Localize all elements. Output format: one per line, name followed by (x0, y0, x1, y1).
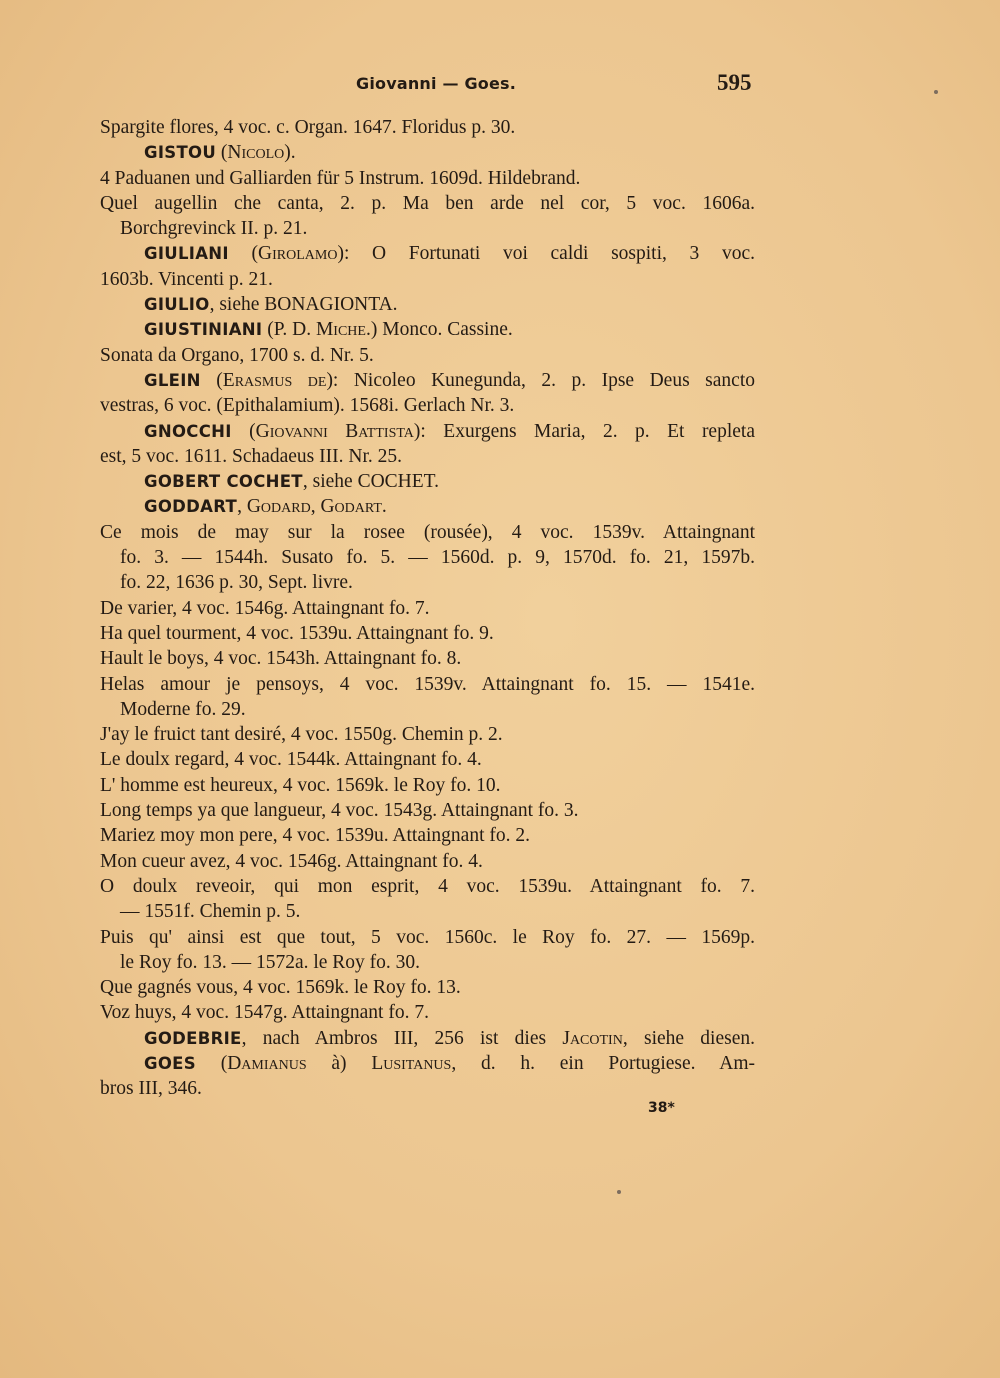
line-content (144, 421, 755, 442)
entry-text: J'ay le fruict tant desiré, 4 voc. 1550g. Chemin p. 2. (100, 724, 503, 746)
text-line (100, 1000, 755, 1025)
signature-mark: 38* (648, 1100, 675, 1116)
entry-text: Helas amour je pensoys, 4 voc. 1539v. Attaingnant fo. 15. — 1541e. (100, 673, 755, 695)
entry-headword: GLEIN (144, 370, 201, 390)
line-content (100, 851, 483, 872)
entry-text: ): O Fortunati voi caldi sospiti, 3 voc. (337, 243, 756, 265)
line-content (144, 243, 755, 264)
text-line (100, 1051, 755, 1076)
line-content (144, 370, 755, 391)
line-content (100, 800, 579, 821)
text-line (100, 1026, 755, 1051)
paper-speck (934, 90, 938, 94)
text-line (100, 697, 755, 722)
entry-text: Sonata da Organo, 1700 s. d. Nr. 5. (100, 344, 374, 366)
entry-text: fo. 3. — 1544h. Susato fo. 5. — 1560d. p. 9, 1570d. fo. 21, 1597b. (120, 547, 755, 569)
entry-text: , d. h. ein Portugiese. Am- (451, 1052, 755, 1074)
small-caps-text: Godard (246, 496, 311, 518)
entry-text: .) Monco. Cassine. (365, 319, 513, 341)
entry-text: , siehe BONAGIONTA. (209, 294, 398, 316)
entry-text: est, 5 voc. 1611. Schadaeus III. Nr. 25. (100, 445, 403, 467)
small-caps-text: Giovanni Battista (255, 420, 414, 442)
entry-text: ( (200, 369, 223, 391)
text-line (100, 191, 755, 216)
entry-text: Voz huys, 4 voc. 1547g. Attaingnant fo. 7. (100, 1002, 429, 1024)
small-caps-text: Damianus (227, 1052, 307, 1074)
line-content (100, 927, 755, 948)
entry-text: Borchgrevinck II. p. 21. (120, 218, 308, 240)
small-caps-text: Erasmus de (222, 369, 327, 391)
line-content (144, 142, 296, 163)
entry-text: Moderne fo. 29. (120, 698, 246, 720)
line-content (100, 1078, 202, 1099)
text-line (100, 545, 755, 570)
small-caps-text: Godart (320, 496, 382, 518)
text-line (100, 798, 755, 823)
small-caps-text: Miche (315, 319, 366, 341)
entry-text: ( (195, 1052, 228, 1074)
entry-text: à) (306, 1052, 372, 1074)
entry-text: ( (216, 142, 228, 164)
entry-text: Hault le boys, 4 voc. 1543h. Attaingnant fo. 8. (100, 648, 462, 670)
entry-text: ). (284, 142, 296, 164)
line-content (100, 1002, 429, 1023)
entry-text: vestras, 6 voc. (Epithalamium). 1568i. Gerlach Nr. 3. (100, 395, 515, 417)
entry-text: ): Nicoleo Kunegunda, 2. p. Ipse Deus sancto (326, 369, 755, 391)
text-line (100, 646, 755, 671)
line-content (120, 699, 246, 720)
line-content (100, 977, 461, 998)
entry-text: De varier, 4 voc. 1546g. Attaingnant fo. 7. (100, 597, 430, 619)
entry-text: 1603b. Vincenti p. 21. (100, 268, 273, 290)
text-line (100, 773, 755, 798)
entry-text: (P. D. (262, 319, 316, 341)
line-content (144, 1028, 755, 1049)
entry-headword: GOBERT COCHET (144, 472, 303, 492)
line-content (100, 345, 374, 366)
text-line (100, 140, 755, 165)
text-line (100, 292, 755, 317)
text-line (100, 166, 755, 191)
line-content (144, 319, 513, 340)
entry-headword: GIUSTINIANI (144, 320, 263, 340)
entry-text: , (310, 496, 321, 518)
line-content (100, 623, 494, 644)
small-caps-text: Lusitanus (371, 1052, 452, 1074)
text-line (100, 216, 755, 241)
entry-text: , nach Ambros III, 256 ist dies (241, 1027, 563, 1049)
paper-speck (617, 1190, 621, 1194)
small-caps-text: Girolamo (258, 243, 338, 265)
text-line (100, 469, 755, 494)
line-content (100, 674, 755, 695)
text-line (100, 874, 755, 899)
line-content (120, 952, 420, 973)
text-line (100, 672, 755, 697)
line-content (100, 876, 755, 897)
entry-headword: GODDART (144, 497, 238, 517)
entry-text: , (237, 496, 247, 518)
line-content (144, 294, 398, 315)
line-content (120, 547, 755, 568)
entry-text: ): Exurgens Maria, 2. p. Et repleta (413, 420, 755, 442)
line-content (100, 395, 514, 416)
entry-text: le Roy fo. 13. — 1572a. le Roy fo. 30. (120, 951, 421, 973)
entry-text: Long temps ya que langueur, 4 voc. 1543g. Attaingnant fo. 3. (100, 800, 579, 822)
line-content (100, 446, 402, 467)
line-content (144, 471, 439, 492)
entry-text: , siehe COCHET. (302, 471, 439, 493)
text-line (100, 1076, 755, 1101)
line-content (100, 598, 430, 619)
entry-headword: GOES (144, 1053, 196, 1073)
entry-text: — 1551f. Chemin p. 5. (120, 901, 301, 923)
text-line (100, 368, 755, 393)
line-content (100, 648, 461, 669)
entry-text: , siehe diesen. (622, 1027, 755, 1049)
entry-text: fo. 22, 1636 p. 30, Sept. livre. (120, 572, 353, 594)
text-line (100, 570, 755, 595)
text-line (100, 899, 755, 924)
entry-text: Mon cueur avez, 4 voc. 1546g. Attaingnant fo. 4. (100, 850, 483, 872)
line-content (100, 117, 515, 138)
text-line (100, 520, 755, 545)
entry-text: Spargite flores, 4 voc. c. Organ. 1647. Floridus p. 30. (100, 117, 516, 138)
entry-text: Quel augellin che canta, 2. p. Ma ben arde nel cor, 5 voc. 1606a. (100, 192, 755, 214)
text-line (100, 494, 755, 519)
entry-text: Mariez moy mon pere, 4 voc. 1539u. Attaingnant fo. 2. (100, 825, 530, 847)
entry-headword: GODEBRIE (144, 1028, 242, 1048)
running-head (0, 70, 1000, 100)
text-line (100, 393, 755, 418)
line-content (100, 749, 482, 770)
entry-text: 4 Paduanen und Galliarden für 5 Instrum. 1609d. Hildebrand. (100, 167, 581, 189)
text-line (100, 849, 755, 874)
entry-text: Ce mois de may sur la rosee (rousée), 4 voc. 1539v. Attaingnant (100, 521, 755, 543)
text-line (100, 823, 755, 848)
entry-text: Ha quel tourment, 4 voc. 1539u. Attaingnant fo. 9. (100, 622, 494, 644)
text-line (100, 444, 755, 469)
small-caps-text: Nicolo (227, 142, 285, 164)
entry-text: bros III, 346. (100, 1078, 202, 1100)
dictionary-entries (100, 115, 755, 1102)
entry-headword: GIULIO (144, 295, 210, 315)
entry-text: . (381, 496, 387, 518)
text-line (100, 596, 755, 621)
line-content (120, 218, 307, 239)
line-content (144, 1053, 755, 1074)
text-line (100, 115, 755, 140)
entry-text: L' homme est heureux, 4 voc. 1569k. le Roy fo. 10. (100, 774, 501, 796)
line-content (100, 825, 530, 846)
line-content (100, 775, 500, 796)
running-title: Giovanni — Goes. (356, 74, 517, 93)
line-content (120, 901, 300, 922)
line-content (100, 522, 755, 543)
entry-headword: GIULIANI (144, 244, 229, 264)
entry-text: Le doulx regard, 4 voc. 1544k. Attaingnant fo. 4. (100, 749, 482, 771)
text-line (100, 317, 755, 342)
entry-text: Que gagnés vous, 4 voc. 1569k. le Roy fo. 13. (100, 977, 461, 999)
line-content (100, 168, 580, 189)
line-content (120, 572, 353, 593)
line-content (100, 193, 755, 214)
entry-text: O doulx reveoir, qui mon esprit, 4 voc. 1539u. Attaingnant fo. 7. (100, 875, 755, 897)
line-content (100, 724, 503, 745)
entry-headword: GISTOU (144, 143, 217, 163)
text-line (100, 722, 755, 747)
entry-text: ( (228, 243, 259, 265)
page-number: 595 (717, 70, 752, 95)
text-line (100, 975, 755, 1000)
text-line (100, 419, 755, 444)
text-line (100, 747, 755, 772)
line-content (144, 496, 387, 517)
entry-headword: GNOCCHI (144, 421, 232, 441)
line-content (100, 269, 273, 290)
entry-text: Puis qu' ainsi est que tout, 5 voc. 1560c. le Roy fo. 27. — 1569p. (100, 926, 755, 948)
text-line (100, 925, 755, 950)
entry-text: ( (231, 420, 256, 442)
text-line (100, 621, 755, 646)
text-line (100, 343, 755, 368)
text-line (100, 241, 755, 266)
text-line (100, 267, 755, 292)
text-line (100, 950, 755, 975)
small-caps-text: Jacotin (562, 1027, 623, 1049)
